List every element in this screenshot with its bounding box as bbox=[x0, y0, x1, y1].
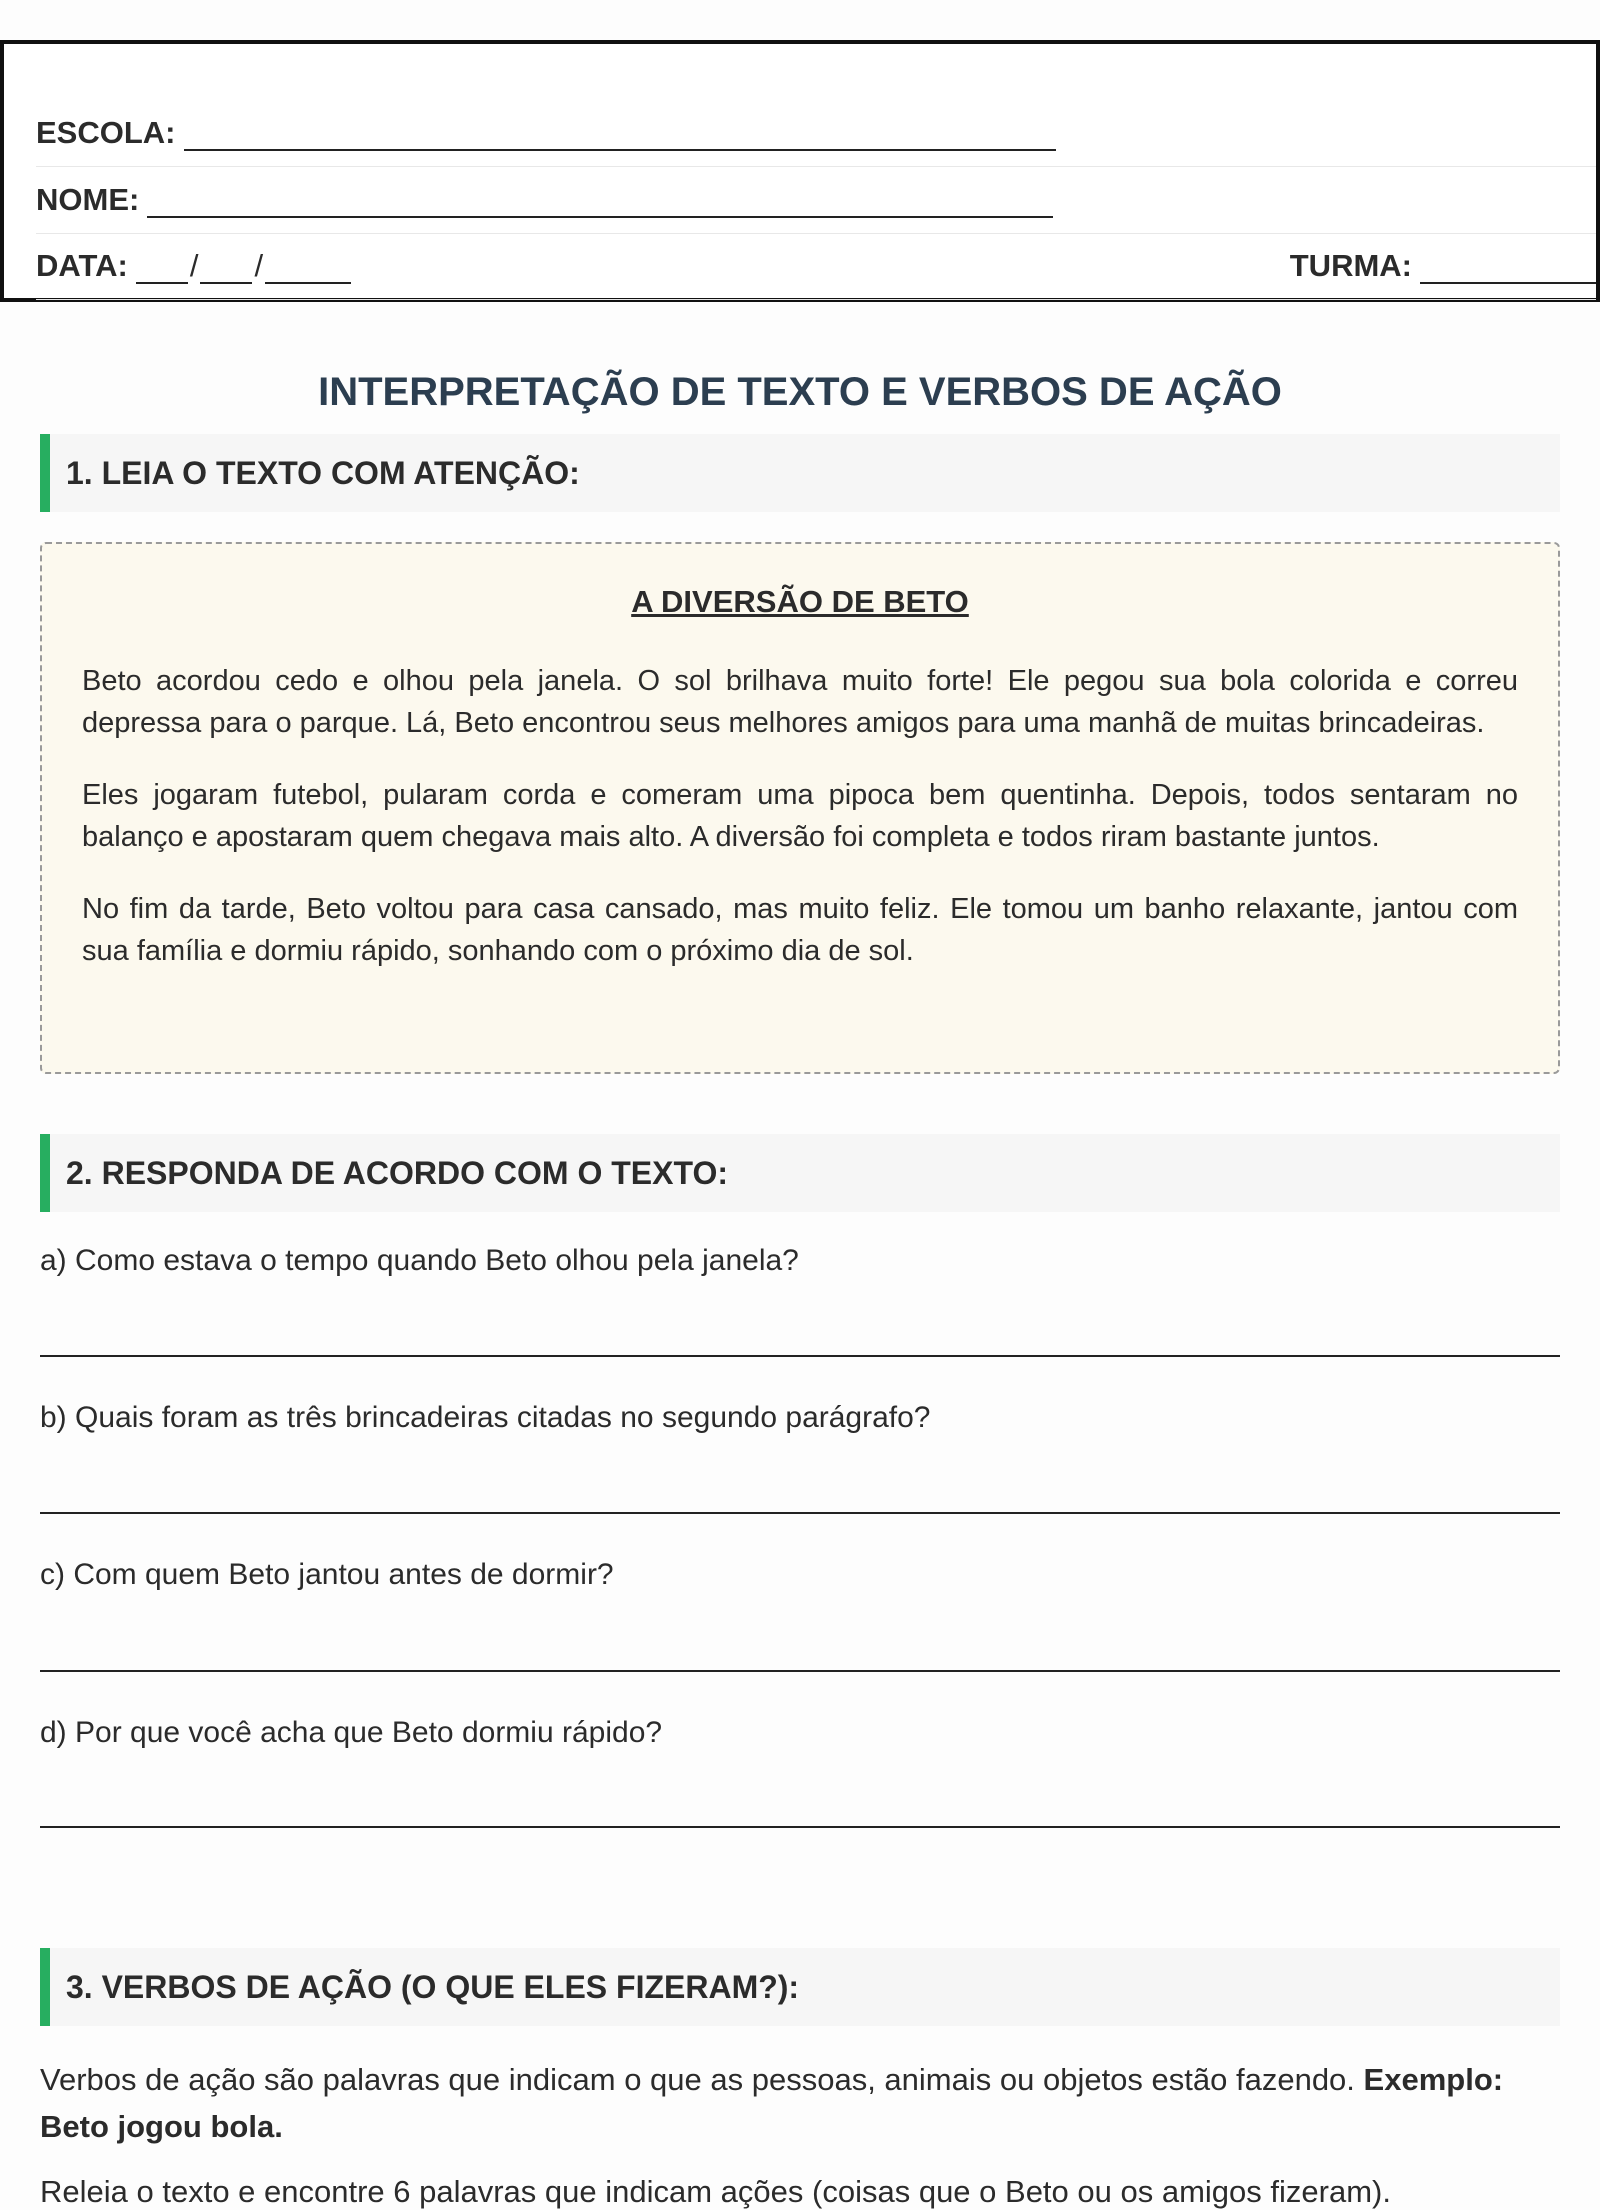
data-month-line[interactable] bbox=[200, 254, 252, 284]
data-label: DATA: bbox=[36, 248, 128, 283]
turma-group bbox=[1290, 248, 1596, 284]
escola-row bbox=[36, 100, 1596, 167]
section-2-heading: 2. RESPONDA DE ACORDO COM O TEXTO: bbox=[40, 1134, 1560, 1212]
data-slash: / bbox=[254, 248, 264, 283]
turma-label: TURMA: bbox=[1289, 248, 1412, 283]
section-1-heading: 1. LEIA O TEXTO COM ATENÇÃO: bbox=[40, 434, 1560, 512]
verbs-instruction: Releia o texto e encontre 6 palavras que indicam ações (coisas que o Beto ou os amigos fizeram). bbox=[40, 2174, 1391, 2209]
section-3-heading: 3. VERBOS DE AÇÃO (O QUE ELES FIZERAM?): bbox=[40, 1948, 1560, 2026]
nome-label: NOME: bbox=[36, 182, 140, 217]
turma-field-line[interactable] bbox=[1420, 254, 1596, 284]
data-year-line[interactable] bbox=[265, 254, 351, 284]
example-text: Beto jogou bola. bbox=[40, 2109, 283, 2144]
data-day-line[interactable] bbox=[136, 254, 188, 284]
escola-field-line[interactable] bbox=[184, 121, 1056, 151]
story-paragraph: Beto acordou cedo e olhou pela janela. O sol brilhava muito forte! Ele pegou sua bola colorida e correu depressa para o parque. Lá, Beto encontrou seus melhores amigos para uma manhã de muitas brincadeiras. bbox=[82, 665, 1518, 739]
story-title: A DIVERSÃO DE BETO bbox=[631, 584, 969, 619]
data-group bbox=[36, 248, 351, 284]
example-label: Exemplo: bbox=[1363, 2062, 1504, 2097]
verbs-definition bbox=[40, 2056, 1560, 2150]
verbs-definition-text: Verbos de ação são palavras que indicam o que as pessoas, animais ou objetos estão fazendo. bbox=[40, 2062, 1355, 2097]
data-turma-row bbox=[36, 233, 1596, 300]
data-slash: / bbox=[189, 248, 199, 283]
question-b: b) Quais foram as três brincadeiras citadas no segundo parágrafo? bbox=[40, 1401, 931, 1434]
answer-line-a[interactable] bbox=[40, 1355, 1560, 1357]
answer-line-d[interactable] bbox=[40, 1826, 1560, 1828]
student-info-box bbox=[0, 40, 1600, 302]
question-c: c) Com quem Beto jantou antes de dormir? bbox=[40, 1558, 614, 1591]
nome-field-line[interactable] bbox=[147, 188, 1053, 218]
answer-line-b[interactable] bbox=[40, 1512, 1560, 1514]
question-a: a) Como estava o tempo quando Beto olhou pela janela? bbox=[40, 1244, 799, 1277]
story-box bbox=[40, 542, 1560, 1074]
story-paragraph: Eles jogaram futebol, pularam corda e comeram uma pipoca bem quentinha. Depois, todos sentaram no balanço e apostaram quem chegava mais alto. A diversão foi completa e todos riram bastante juntos. bbox=[82, 779, 1518, 853]
question-d: d) Por que você acha que Beto dormiu rápido? bbox=[40, 1716, 663, 1749]
escola-label: ESCOLA: bbox=[36, 115, 176, 150]
page-title: INTERPRETAÇÃO DE TEXTO E VERBOS DE AÇÃO bbox=[318, 370, 1282, 414]
nome-row bbox=[36, 167, 1596, 234]
story-paragraph: No fim da tarde, Beto voltou para casa cansado, mas muito feliz. Ele tomou um banho relaxante, jantou com sua família e dormiu rápido, sonhando com o próximo dia de sol. bbox=[82, 893, 1518, 967]
answer-line-c[interactable] bbox=[40, 1670, 1560, 1672]
